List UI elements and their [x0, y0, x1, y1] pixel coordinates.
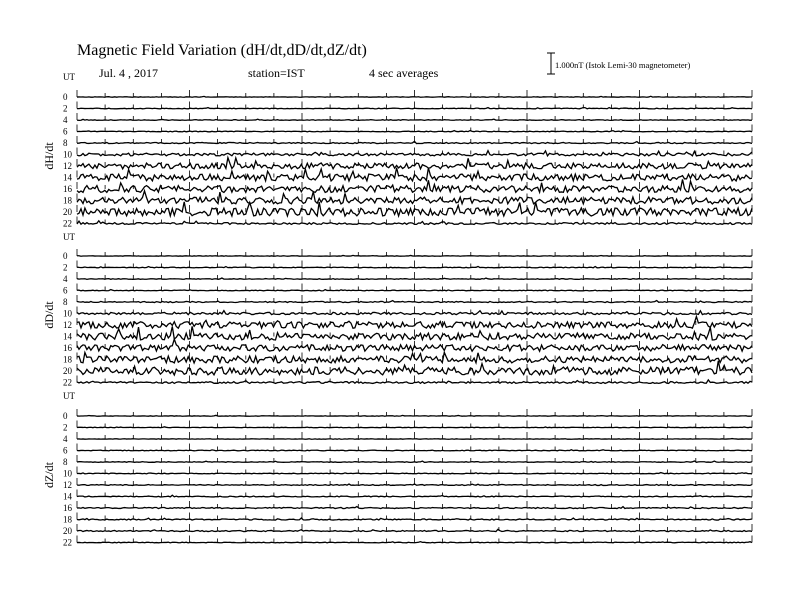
panel-ylabel: dH/dt [42, 142, 56, 170]
panel-dH-dt [42, 72, 752, 229]
row-label-18: 18 [63, 514, 72, 525]
row-label-2: 2 [63, 422, 68, 433]
row-label-12: 12 [63, 320, 72, 330]
row-label-2: 2 [63, 262, 68, 273]
row-label-14: 14 [63, 331, 72, 342]
row-label-4: 4 [63, 115, 68, 125]
panel-dZ-dt [42, 391, 752, 548]
panel-ylabel: dZ/dt [42, 462, 56, 488]
row-label-22: 22 [63, 377, 72, 388]
averaging-label: 4 sec averages [369, 66, 439, 80]
row-label-14: 14 [63, 491, 72, 502]
row-label-0: 0 [63, 92, 68, 102]
panel-dD-dt [42, 232, 752, 388]
row-label-10: 10 [63, 468, 72, 479]
row-label-6: 6 [63, 126, 68, 137]
row-label-0: 0 [63, 251, 68, 261]
date-label: Jul. 4 , 2017 [99, 66, 159, 80]
row-label-12: 12 [63, 480, 72, 490]
station-label: station=IST [248, 66, 305, 80]
row-label-20: 20 [63, 526, 72, 536]
row-label-0: 0 [63, 411, 68, 421]
scale-bar [547, 53, 691, 74]
scale-bar-label: 1.000nT (Istok Lemi-30 magnetometer) [555, 60, 691, 70]
row-label-16: 16 [63, 184, 72, 194]
row-label-14: 14 [63, 172, 72, 183]
row-label-4: 4 [63, 274, 68, 284]
row-label-8: 8 [63, 297, 68, 307]
chart-title: Magnetic Field Variation (dH/dt,dD/dt,dZ/dt) [77, 42, 367, 59]
row-label-8: 8 [63, 457, 68, 467]
row-label-10: 10 [63, 308, 72, 319]
row-label-8: 8 [63, 138, 68, 148]
row-label-6: 6 [63, 285, 68, 296]
ut-axis-label: UT [63, 72, 75, 82]
row-label-18: 18 [63, 195, 72, 206]
panels [42, 72, 752, 548]
row-label-10: 10 [63, 149, 72, 160]
panel-ylabel: dD/dt [42, 301, 56, 329]
row-label-16: 16 [63, 343, 72, 353]
row-label-22: 22 [63, 537, 72, 548]
row-label-22: 22 [63, 218, 72, 229]
row-label-4: 4 [63, 434, 68, 444]
ut-axis-label: UT [63, 391, 75, 401]
row-label-20: 20 [63, 207, 72, 217]
row-label-16: 16 [63, 503, 72, 513]
row-label-6: 6 [63, 445, 68, 456]
row-label-2: 2 [63, 103, 68, 114]
row-label-20: 20 [63, 366, 72, 376]
ut-axis-label: UT [63, 232, 75, 242]
row-label-18: 18 [63, 354, 72, 365]
row-label-12: 12 [63, 161, 72, 171]
